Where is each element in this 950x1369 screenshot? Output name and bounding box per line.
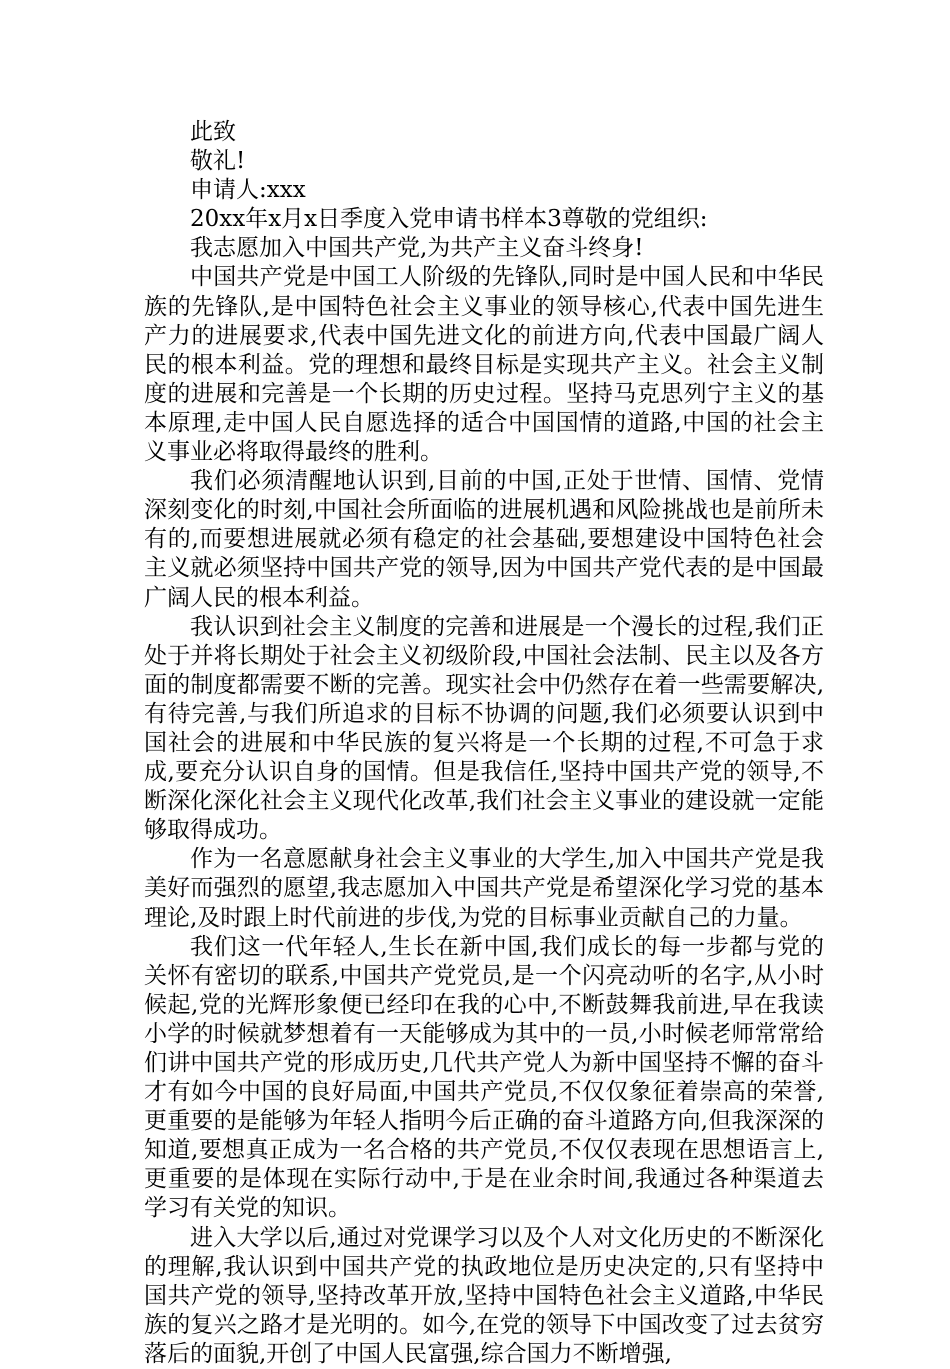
paragraph: 我们必须清醒地认识到,目前的中国,正处于世情、国情、党情深刻变化的时刻,中国社会所面临的进展机遇和风险挑战也是前所未有的,而要想进展就必须有稳定的社会基础,要想建设中国特色社会主义就必须坚持中国共产党的领导,因为中国共产党代表的是中国最广阔人民的根本利益。 bbox=[144, 468, 824, 611]
paragraph: 进入大学以后,通过对党课学习以及个人对文化历史的不断深化的理解,我认识到中国共产党的执政地位是历史决定的,只有坚持中国共产党的领导,坚持改革开放,坚持中国特色社会主义道路,中华民族的复兴之路才是光明的。如今,在党的领导下中国改变了过去贫穷落后的面貌,开创了中国人民富强,综合国力不断增强, bbox=[144, 1224, 824, 1367]
date-title-line: 20xx年x月x日季度入党申请书样本3尊敬的党组织: bbox=[190, 206, 708, 233]
letter-body bbox=[144, 118, 824, 1369]
paragraph: 中国共产党是中国工人阶级的先锋队,同时是中国人民和中华民族的先锋队,是中国特色社会主义事业的领导核心,代表中国先进生产力的进展要求,代表中国先进文化的前进方向,代表中国最广阔人民的根本利益。党的理想和最终目标是实现共产主义。社会主义制度的进展和完善是一个长期的历史过程。坚持马克思列宁主义的基本原理,走中国人民自愿选择的适合中国国情的道路,中国的社会主义事业必将取得最终的胜利。 bbox=[144, 264, 824, 466]
closing-line: 此致 bbox=[190, 119, 236, 145]
salute-line: 敬礼! bbox=[190, 148, 246, 175]
paragraph: 我志愿加入中国共产党,为共产主义奋斗终身! bbox=[190, 235, 644, 262]
paragraph: 我认识到社会主义制度的完善和进展是一个漫长的过程,我们正处于并将长期处于社会主义初级阶段,中国社会法制、民主以及各方面的制度都需要不断的完善。现实社会中仍然存在着一些需要解决,有待完善,与我们所追求的目标不协调的问题,我们必须要认识到中国社会的进展和中华民族的复兴将是一个长期的过程,不可急于求成,要充分认识自身的国情。但是我信任,坚持中国共产党的领导,不断深化深化社会主义现代化改革,我们社会主义事业的建设就一定能够取得成功。 bbox=[144, 613, 824, 844]
paragraph: 作为一名意愿献身社会主义事业的大学生,加入中国共产党是我美好而强烈的愿望,我志愿加入中国共产党是希望深化学习党的基本理论,及时跟上时代前进的步伐,为党的目标事业贡献自己的力量。 bbox=[144, 846, 824, 931]
applicant-line: 申请人:xxx bbox=[190, 177, 306, 204]
paragraph: 我们这一代年轻人,生长在新中国,我们成长的每一步都与党的关怀有密切的联系,中国共产党党员,是一个闪亮动听的名字,从小时候起,党的光辉形象便已经印在我的心中,不断鼓舞我前进,早在我读小学的时候就梦想着有一天能够成为其中的一员,小时候老师常常给们讲中国共产党的形成历史,几代共产党人为新中国坚持不懈的奋斗才有如今中国的良好局面,中国共产党员,不仅仅象征着崇高的荣誉,更重要的是能够为年轻人指明今后正确的奋斗道路方向,但我深深的知道,要想真正成为一名合格的共产党员,不仅仅表现在思想语言上,更重要的是体现在实际行动中,于是在业余时间,我通过各种渠道去学习有关党的知识。 bbox=[144, 933, 824, 1222]
